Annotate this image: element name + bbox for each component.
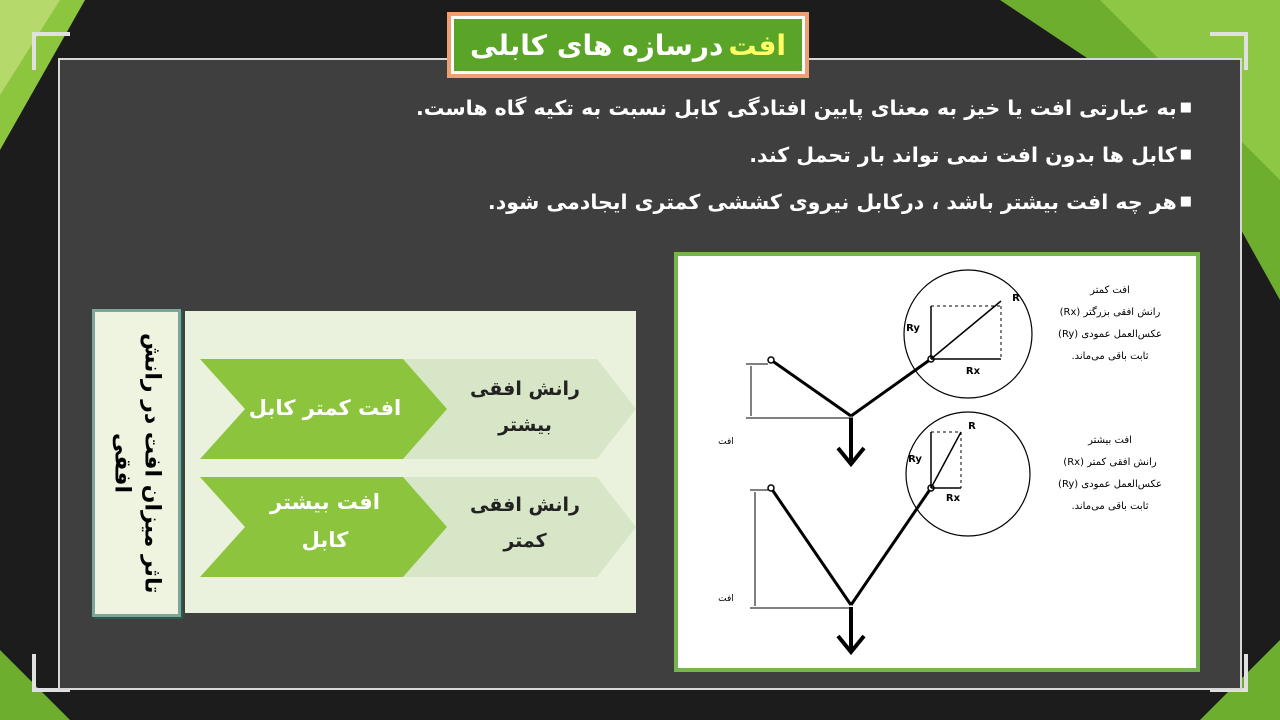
chevron-shapes [185, 311, 636, 613]
title-highlight: افت [728, 28, 787, 62]
sag-label-upper: افت [718, 437, 734, 447]
bullet-marker: ■ [1179, 147, 1192, 162]
vector-r-label-lower: R [968, 421, 976, 432]
lower-notes: افت بیشتر رانش افقی کمتر (Rx) عکس‌العمل عمودی (Ry) ثابت باقی می‌ماند. [1058, 435, 1162, 512]
bullet-marker: ■ [1179, 194, 1192, 209]
vector-r-label-upper: R [1012, 293, 1020, 304]
row2-cause: افت بیشتر کابل [270, 490, 380, 552]
bullet-marker: ■ [1179, 100, 1192, 115]
slide-title [447, 12, 809, 78]
bullet-list [312, 96, 1192, 237]
row1-effect: رانش افقی بیشتر [470, 378, 580, 436]
cable-sag-figure [674, 252, 1200, 672]
diagram-side-label: تاثر میزان افت در رانش افقی [92, 309, 181, 617]
bullet-item: ■کابل ها بدون افت نمی تواند بار تحمل کند. [749, 143, 1192, 167]
vector-ry-label-upper: Ry [906, 323, 920, 334]
bullet-item: ■هر چه افت بیشتر باشد ، درکابل نیروی کششی کمتری ایجادمی شود. [487, 190, 1192, 214]
vector-ry-label-lower: Ry [908, 454, 922, 465]
row1-cause: افت کمتر کابل [248, 396, 402, 420]
row2-effect: رانش افقی کمتر [470, 494, 580, 552]
bullet-item: ■به عبارتی افت یا خیز به معنای پایین افتادگی کابل نسبت به تکیه گاه هاست. [415, 96, 1192, 120]
chevron-diagram [185, 311, 636, 613]
title-text: درسازه های کابلی [470, 28, 724, 62]
vector-rx-label-lower: Rx [945, 493, 961, 504]
vector-rx-label-upper: Rx [965, 366, 981, 377]
sag-label-lower: افت [718, 594, 734, 604]
upper-notes: افت کمتر رانش افقی بزرگتر (Rx) عکس‌العمل عمودی (Ry) ثابت باقی می‌ماند. [1058, 285, 1162, 362]
